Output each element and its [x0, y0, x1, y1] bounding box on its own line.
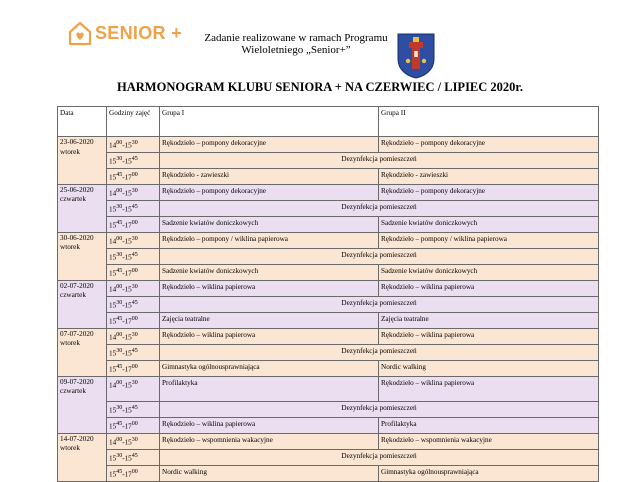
time-minutes: 45 — [116, 315, 123, 322]
header-date: Data — [58, 107, 107, 137]
time-cell — [107, 433, 160, 449]
time-minutes: 45 — [116, 363, 123, 370]
time-hours: 15 — [109, 157, 117, 166]
group-2-activity: Zajęcia teatralne — [379, 312, 599, 328]
time-hours: 15 — [109, 301, 117, 310]
date-cell — [58, 280, 107, 328]
table-row — [58, 312, 599, 328]
weekday: wtorek — [60, 147, 80, 156]
group-2-activity: Gimnastyka ogólnousprawniająca — [379, 465, 599, 481]
date-cell — [58, 433, 107, 481]
logo-text: SENIOR + — [95, 22, 182, 43]
time-hours: -15 — [122, 285, 132, 294]
group-2-activity: Profilaktyka — [379, 417, 599, 433]
time-hours: -15 — [122, 141, 132, 150]
table-row — [58, 296, 599, 312]
time-hours: 14 — [109, 381, 117, 390]
time-hours: -15 — [122, 237, 132, 246]
time-minutes: 00 — [116, 140, 123, 146]
senior-plus-logo — [68, 17, 182, 49]
heading-line-2: Wieloletniego „Senior+” — [241, 44, 351, 56]
time-cell — [107, 376, 160, 401]
time-minutes: 00 — [131, 468, 138, 475]
time-hours: 15 — [109, 406, 117, 415]
group-2-activity: Rękodzieło – wspomnienia wakacyjne — [379, 433, 599, 449]
heading-line-1: Zadanie realizowane w ramach Programu — [204, 32, 388, 44]
time-minutes: 30 — [116, 155, 123, 162]
table-row — [58, 168, 599, 184]
time-hours: -15 — [122, 406, 132, 415]
time-hours: 15 — [109, 317, 117, 326]
time-minutes: 00 — [116, 331, 123, 338]
time-cell — [107, 200, 160, 216]
time-cell — [107, 216, 160, 232]
table-row — [58, 401, 599, 417]
time-minutes: 30 — [116, 251, 123, 258]
time-minutes: 00 — [116, 379, 123, 386]
house-heart-icon — [68, 20, 92, 46]
date-cell — [58, 184, 107, 232]
time-minutes: 30 — [131, 379, 138, 386]
group-1-activity: Sadzenie kwiatów doniczkowych — [160, 264, 379, 280]
table-row — [58, 465, 599, 481]
time-minutes: 45 — [116, 420, 123, 427]
date-cell — [58, 137, 107, 185]
date-cell — [58, 376, 107, 433]
time-hours: -17 — [122, 365, 132, 374]
time-cell — [107, 360, 160, 376]
group-1-activity: Sadzenie kwiatów doniczkowych — [160, 216, 379, 232]
table-row — [58, 280, 599, 296]
time-minutes: 00 — [131, 267, 138, 274]
date-value: 23-06-2020 — [60, 138, 94, 146]
time-hours: 15 — [109, 173, 117, 182]
time-cell — [107, 465, 160, 481]
time-minutes: 45 — [116, 219, 123, 226]
time-minutes: 45 — [131, 155, 138, 162]
time-minutes: 45 — [131, 452, 138, 459]
date-value: 09-07-2020 — [60, 377, 94, 386]
table-row — [58, 152, 599, 168]
table-row — [58, 184, 599, 200]
time-hours: 15 — [109, 205, 117, 214]
time-minutes: 45 — [116, 171, 123, 178]
time-cell — [107, 401, 160, 417]
time-minutes: 30 — [131, 283, 138, 290]
time-minutes: 00 — [131, 420, 138, 427]
time-minutes: 45 — [116, 267, 123, 274]
table-row — [58, 328, 599, 344]
time-hours: 15 — [109, 269, 117, 278]
table-row — [58, 200, 599, 216]
time-hours: 15 — [109, 221, 117, 230]
time-minutes: 30 — [131, 436, 138, 443]
date-value: 30-06-2020 — [60, 233, 94, 242]
time-minutes: 30 — [131, 331, 138, 338]
table-row — [58, 376, 599, 401]
page-title: HARMONOGRAM KLUBU SENIORA + NA CZERWIEC / LIPIEC 2020r. — [117, 80, 523, 94]
time-minutes: 30 — [116, 404, 123, 411]
time-hours: -17 — [122, 173, 132, 182]
time-hours: -15 — [122, 301, 132, 310]
time-minutes: 00 — [131, 315, 138, 322]
disinfection-cell: Dezynfekcja pomieszczeń — [160, 248, 599, 264]
time-hours: 15 — [109, 365, 117, 374]
time-minutes: 45 — [131, 404, 138, 411]
group-1-activity: Rękodzieło – wiklina papierowa — [160, 417, 379, 433]
group-2-activity: Rękodzieło – wiklina papierowa — [379, 328, 599, 344]
coat-of-arms-icon — [396, 31, 436, 79]
time-cell — [107, 184, 160, 200]
table-row — [58, 137, 599, 153]
header-hours: Godziny zajęć — [107, 107, 160, 137]
group-2-activity: Rękodzieło – pompony dekoracyjne — [379, 184, 599, 200]
time-hours: -17 — [122, 269, 132, 278]
time-minutes: 00 — [131, 363, 138, 370]
time-hours: -15 — [122, 253, 132, 262]
table-row — [58, 248, 599, 264]
time-hours: -17 — [122, 470, 132, 479]
date-cell — [58, 232, 107, 280]
disinfection-cell: Dezynfekcja pomieszczeń — [160, 401, 599, 417]
weekday: wtorek — [60, 444, 80, 453]
time-minutes: 45 — [116, 468, 123, 475]
weekday: wtorek — [60, 339, 80, 348]
group-1-activity: Nordic walking — [160, 465, 379, 481]
time-hours: 14 — [109, 141, 117, 150]
header-group-1: Grupa I — [160, 107, 379, 137]
time-hours: -15 — [122, 157, 132, 166]
group-1-activity: Rękodzieło - zawieszki — [160, 168, 379, 184]
time-hours: -15 — [122, 381, 132, 390]
date-value: 25-06-2020 — [60, 185, 94, 194]
time-hours: 15 — [109, 454, 117, 463]
time-hours: -17 — [122, 221, 132, 230]
table-row — [58, 232, 599, 248]
time-minutes: 30 — [131, 140, 138, 146]
table-row — [58, 216, 599, 232]
date-cell — [58, 328, 107, 376]
time-hours: -15 — [122, 438, 132, 447]
group-1-activity: Rękodzieło – wiklina papierowa — [160, 280, 379, 296]
weekday: czwartek — [60, 195, 86, 204]
disinfection-cell: Dezynfekcja pomieszczeń — [160, 152, 599, 168]
time-hours: -15 — [122, 349, 132, 358]
time-hours: 14 — [109, 438, 117, 447]
table-row — [58, 417, 599, 433]
group-2-activity: Rękodzieło – wiklina papierowa — [379, 280, 599, 296]
time-minutes: 30 — [116, 203, 123, 210]
time-minutes: 30 — [131, 187, 138, 194]
table-row — [58, 360, 599, 376]
group-1-activity: Rękodzieło – pompony dekoracyjne — [160, 184, 379, 200]
time-cell — [107, 312, 160, 328]
time-hours: -15 — [122, 205, 132, 214]
group-1-activity: Zajęcia teatralne — [160, 312, 379, 328]
time-cell — [107, 232, 160, 248]
group-1-activity: Rękodzieło – wiklina papierowa — [160, 328, 379, 344]
time-cell — [107, 417, 160, 433]
group-1-activity: Rękodzieło – wspomnienia wakacyjne — [160, 433, 379, 449]
time-minutes: 00 — [116, 283, 123, 290]
time-hours: 15 — [109, 470, 117, 479]
time-minutes: 00 — [131, 171, 138, 178]
time-minutes: 30 — [116, 347, 123, 354]
time-cell — [107, 264, 160, 280]
disinfection-cell: Dezynfekcja pomieszczeń — [160, 296, 599, 312]
time-hours: 14 — [109, 333, 117, 342]
disinfection-cell: Dezynfekcja pomieszczeń — [160, 449, 599, 465]
group-2-activity: Nordic walking — [379, 360, 599, 376]
time-hours: 15 — [109, 422, 117, 431]
date-value: 02-07-2020 — [60, 281, 94, 290]
group-1-activity: Rękodzieło – pompony dekoracyjne — [160, 137, 379, 153]
time-hours: 14 — [109, 237, 117, 246]
time-hours: -15 — [122, 454, 132, 463]
group-2-activity: Rękodzieło – pompony / wiklina papierowa — [379, 232, 599, 248]
time-cell — [107, 248, 160, 264]
weekday: czwartek — [60, 387, 86, 396]
group-1-activity: Profilaktyka — [160, 376, 379, 401]
weekday: wtorek — [60, 243, 80, 252]
time-cell — [107, 168, 160, 184]
time-cell — [107, 344, 160, 360]
group-1-activity: Rękodzieło – pompony / wiklina papierowa — [160, 232, 379, 248]
program-heading — [196, 32, 396, 56]
group-2-activity: Rękodzieło - zawieszki — [379, 168, 599, 184]
weekday: czwartek — [60, 291, 86, 300]
time-cell — [107, 296, 160, 312]
time-hours: 14 — [109, 189, 117, 198]
time-cell — [107, 137, 160, 153]
time-cell — [107, 280, 160, 296]
time-hours: -15 — [122, 333, 132, 342]
time-cell — [107, 328, 160, 344]
time-minutes: 45 — [131, 203, 138, 210]
group-2-activity: Sadzenie kwiatów doniczkowych — [379, 216, 599, 232]
time-minutes: 00 — [131, 219, 138, 226]
time-hours: -17 — [122, 422, 132, 431]
time-minutes: 45 — [131, 251, 138, 258]
table-row — [58, 344, 599, 360]
group-2-activity: Rękodzieło – wiklina papierowa — [379, 376, 599, 401]
date-value: 14-07-2020 — [60, 434, 94, 443]
time-minutes: 00 — [116, 187, 123, 194]
time-minutes: 00 — [116, 235, 123, 242]
time-minutes: 30 — [131, 235, 138, 242]
date-value: 07-07-2020 — [60, 329, 94, 338]
disinfection-cell: Dezynfekcja pomieszczeń — [160, 344, 599, 360]
header-group-2: Grupa II — [379, 107, 599, 137]
time-cell — [107, 152, 160, 168]
time-hours: 15 — [109, 253, 117, 262]
time-minutes: 00 — [116, 436, 123, 443]
time-hours: 15 — [109, 349, 117, 358]
time-minutes: 30 — [116, 452, 123, 459]
schedule-table — [57, 106, 599, 482]
table-header-row — [58, 107, 599, 137]
time-hours: -15 — [122, 189, 132, 198]
time-minutes: 45 — [131, 299, 138, 306]
group-1-activity: Gimnastyka ogólnousprawniająca — [160, 360, 379, 376]
time-hours: -17 — [122, 317, 132, 326]
group-2-activity: Rękodzieło – pompony dekoracyjne — [379, 137, 599, 153]
time-minutes: 30 — [116, 299, 123, 306]
group-2-activity: Sadzenie kwiatów doniczkowych — [379, 264, 599, 280]
disinfection-cell: Dezynfekcja pomieszczeń — [160, 200, 599, 216]
time-hours: 14 — [109, 285, 117, 294]
table-row — [58, 433, 599, 449]
time-minutes: 45 — [131, 347, 138, 354]
table-row — [58, 264, 599, 280]
